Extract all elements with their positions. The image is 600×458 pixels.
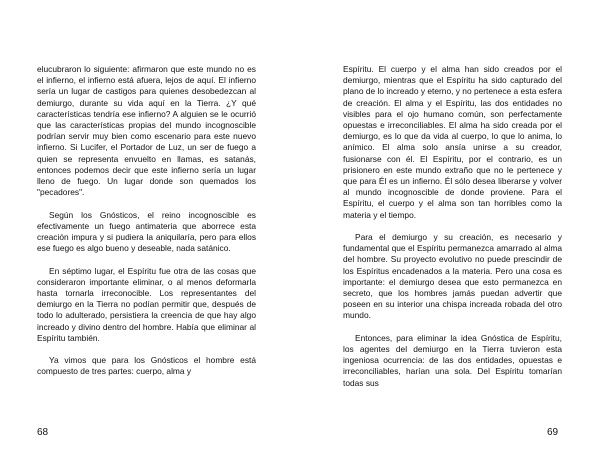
right-page [300, 0, 600, 458]
paragraph: Para el demiurgo y su creación, es necesario y fundamental que el Espíritu permanezca amarrado al alma del hombre. Su proyecto evolutivo no puede prescindir de los Espíritus encadenados a la materia. Pero una cosa es importante: el demiurgo desea que esto permanezca en secreto, que los hombres jamás puedan advertir que poseen en su interior una chispa increada robada del otro mundo. [343, 232, 562, 321]
paragraph: Entonces, para eliminar la idea Gnóstica de Espíritu, los agentes del demiurgo en la Tierra tuvieron esta ingeniosa ocurrencia: de las dos entidades, opuestas e irreconciliables, harían una sola. Del Espíritu tomarían todas sus [343, 332, 562, 388]
page-number: 69 [547, 427, 559, 438]
paragraph: En séptimo lugar, el Espíritu fue otra de las cosas que consideraron importante eliminar, o al menos deformarla hasta tornarla irreconocible. Los representantes del demiurgo en la Tierra no podían permitir que, después de todo lo adulterado, persistiera la creencia de que hay algo increado y divino dentro del hombre. Había que eliminar al Espíritu también. [37, 265, 256, 343]
paragraph: Según los Gnósticos, el reino incognoscible es efectivamente un fuego antimateria que aborrece esta creación impura y si pudiera la aniquilaría, pero para ellos ese fuego es algo bueno y deseable, nada satánico. [37, 209, 256, 254]
paragraph: Ya vimos que para los Gnósticos el hombre está compuesto de tres partes: cuerpo, alma y [37, 355, 256, 377]
paragraph: Espíritu. El cuerpo y el alma han sido creados por el demiurgo, mientras que el Espíritu ha sido capturado del plano de lo increado y eterno, y no pertenece a esta esfera de creación. El alma y el Espíritu, las dos entidades no visibles para el ojo humano común, son perfectamente opuestas e irreconciliables. El alma ha sido creada por el demiurgo, es lo que da vida al cuerpo, lo que lo anima, lo anímico. El alma solo ansía unirse a su creador, fusionarse con él. El Espíritu, por el contrario, es un prisionero en este mundo extraño que no le pertenece y que para Él es un infierno. Él sólo desea liberarse y volver al mundo incognoscible de donde proviene. Para el Espíritu, el cuerpo y el alma son tan horribles como la materia y el tiempo. [343, 64, 562, 220]
page-number: 68 [37, 427, 49, 438]
right-text-column [343, 64, 562, 389]
left-text-column [37, 64, 256, 378]
paragraph: elucubraron lo siguiente: afirmaron que este mundo no es el infierno, el infierno está afuera, lejos de aquí. El infierno sería un lugar de castigos para quienes desobedezcan al demiurgo, durante su vida aquí en la Tierra. ¿Y qué características tendría ese infierno? A alguien se le ocurrió que las características propias del mundo incognoscible podrían servir muy bien como escenario para este nuevo infierno. Si Lucifer, el Portador de Luz, un ser de fuego a quien se representa envuelto en llamas, es satanás, entonces podemos decir que este infierno sería un lugar lleno de fuego. Un lugar donde son quemados los "pecadores". [37, 64, 256, 198]
